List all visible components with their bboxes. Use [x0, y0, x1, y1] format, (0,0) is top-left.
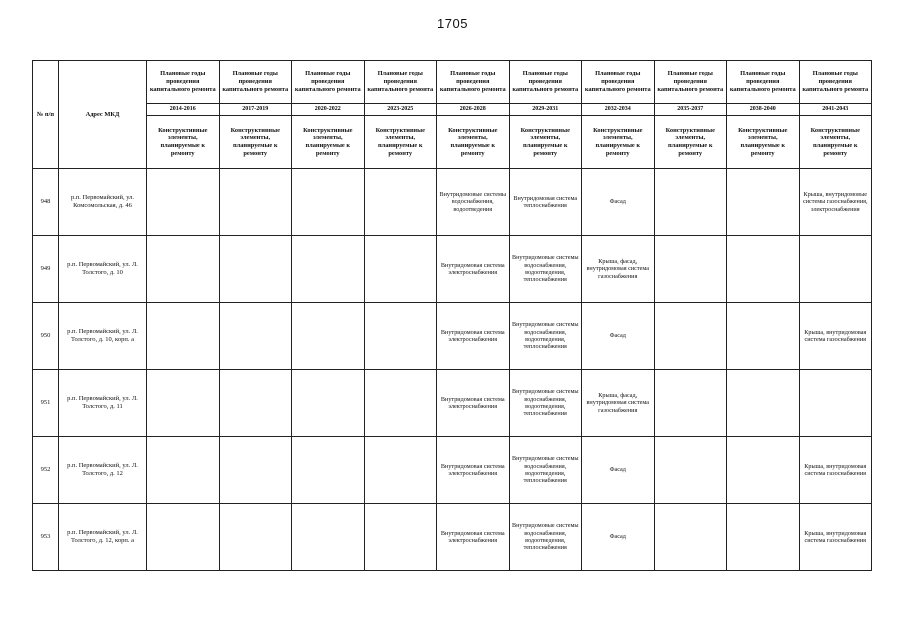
repair-elements-cell: Фасад — [582, 437, 655, 504]
repair-elements-cell: Внутридомовые системы водоснабжения, водоотведения, теплоснабжения — [509, 370, 582, 437]
row-number: 951 — [33, 370, 59, 437]
header-planned-years: Плановые годы проведения капитального ремонта — [292, 61, 365, 104]
repair-elements-cell — [654, 236, 727, 303]
header-planned-years: Плановые годы проведения капитального ремонта — [799, 61, 872, 104]
repair-elements-cell — [292, 303, 365, 370]
header-planned-years: Плановые годы проведения капитального ремонта — [727, 61, 800, 104]
repair-elements-cell: Крыша, фасад, внутридомовая система газоснабжения — [582, 236, 655, 303]
repair-elements-cell — [219, 303, 292, 370]
repair-elements-cell — [727, 504, 800, 571]
repair-elements-cell: Фасад — [582, 303, 655, 370]
header-planned-years: Плановые годы проведения капитального ремонта — [509, 61, 582, 104]
header-address: Адрес МКД — [59, 61, 147, 169]
repair-elements-cell: Внутридомовая система электроснабжения — [437, 437, 510, 504]
repair-elements-cell — [292, 236, 365, 303]
row-number: 948 — [33, 169, 59, 236]
table-row — [33, 303, 872, 370]
repair-elements-cell — [654, 370, 727, 437]
repair-elements-cell — [654, 437, 727, 504]
header-elements: Конструктивные элементы, планируемые к ремонту — [582, 116, 655, 169]
repair-elements-cell — [147, 370, 220, 437]
repair-elements-cell: Внутридомовые системы водоснабжения, водоотведения, теплоснабжения — [509, 236, 582, 303]
repair-elements-cell — [147, 169, 220, 236]
header-period: 2032-2034 — [582, 104, 655, 116]
table-row — [33, 437, 872, 504]
repair-elements-cell — [364, 236, 437, 303]
row-address: р.п. Первомайский, ул. Л. Толстого, д. 12 — [59, 437, 147, 504]
header-elements: Конструктивные элементы, планируемые к ремонту — [509, 116, 582, 169]
repair-elements-cell — [364, 169, 437, 236]
repair-elements-cell — [727, 169, 800, 236]
repair-elements-cell: Внутридомовые системы водоснабжения, водоотведения, теплоснабжения — [509, 437, 582, 504]
repair-elements-cell — [799, 370, 872, 437]
header-planned-years: Плановые годы проведения капитального ремонта — [147, 61, 220, 104]
header-elements: Конструктивные элементы, планируемые к ремонту — [364, 116, 437, 169]
row-number: 953 — [33, 504, 59, 571]
repair-elements-cell: Внутридомовая система теплоснабжения — [509, 169, 582, 236]
repair-plan-table — [32, 60, 872, 571]
header-planned-years: Плановые годы проведения капитального ремонта — [654, 61, 727, 104]
table-row — [33, 236, 872, 303]
repair-elements-cell: Крыша, внутридомовая система газоснабжения — [799, 504, 872, 571]
repair-elements-cell — [654, 303, 727, 370]
header-period: 2014-2016 — [147, 104, 220, 116]
header-period: 2041-2043 — [799, 104, 872, 116]
header-period: 2026-2028 — [437, 104, 510, 116]
header-number: № п/п — [33, 61, 59, 169]
header-planned-years: Плановые годы проведения капитального ремонта — [364, 61, 437, 104]
row-number: 950 — [33, 303, 59, 370]
repair-elements-cell — [292, 504, 365, 571]
repair-elements-cell — [147, 504, 220, 571]
table-header — [33, 61, 872, 169]
header-elements: Конструктивные элементы, планируемые к ремонту — [437, 116, 510, 169]
repair-elements-cell: Крыша, внутридомовая система газоснабжения — [799, 437, 872, 504]
repair-elements-cell: Крыша, фасад, внутридомовая система газоснабжения — [582, 370, 655, 437]
repair-elements-cell — [654, 504, 727, 571]
repair-elements-cell: Внутридомовые системы водоснабжения, водоотведения, теплоснабжения — [509, 303, 582, 370]
row-address: р.п. Первомайский, ул. Л. Толстого, д. 10 — [59, 236, 147, 303]
table-body — [33, 169, 872, 571]
repair-elements-cell — [292, 169, 365, 236]
table-row — [33, 504, 872, 571]
repair-elements-cell — [292, 370, 365, 437]
row-number: 952 — [33, 437, 59, 504]
repair-elements-cell: Фасад — [582, 504, 655, 571]
repair-elements-cell — [799, 236, 872, 303]
repair-elements-cell: Крыша, внутридомовая система газоснабжения — [799, 303, 872, 370]
repair-elements-cell: Внутридомовые системы водоснабжения, водоотведения, теплоснабжения — [509, 504, 582, 571]
repair-elements-cell — [219, 370, 292, 437]
header-period: 2038-2040 — [727, 104, 800, 116]
repair-elements-cell — [219, 437, 292, 504]
repair-elements-cell — [727, 370, 800, 437]
row-address: р.п. Первомайский, ул. Л. Толстого, д. 12, корп. а — [59, 504, 147, 571]
header-planned-years: Плановые годы проведения капитального ремонта — [582, 61, 655, 104]
repair-elements-cell: Внутридомовая система электроснабжения — [437, 370, 510, 437]
table-row — [33, 169, 872, 236]
header-period: 2020-2022 — [292, 104, 365, 116]
row-number: 949 — [33, 236, 59, 303]
header-elements: Конструктивные элементы, планируемые к ремонту — [727, 116, 800, 169]
repair-elements-cell — [364, 437, 437, 504]
repair-elements-cell — [727, 236, 800, 303]
repair-elements-cell — [364, 504, 437, 571]
repair-elements-cell — [219, 169, 292, 236]
repair-elements-cell: Внутридомовая система электроснабжения — [437, 303, 510, 370]
header-elements: Конструктивные элементы, планируемые к ремонту — [799, 116, 872, 169]
repair-elements-cell — [292, 437, 365, 504]
repair-elements-cell — [364, 303, 437, 370]
repair-elements-cell — [219, 504, 292, 571]
repair-elements-cell — [219, 236, 292, 303]
table-row — [33, 370, 872, 437]
repair-elements-cell — [727, 437, 800, 504]
header-elements: Конструктивные элементы, планируемые к ремонту — [147, 116, 220, 169]
repair-elements-cell — [147, 236, 220, 303]
repair-elements-cell — [147, 303, 220, 370]
header-elements: Конструктивные элементы, планируемые к ремонту — [292, 116, 365, 169]
repair-elements-cell: Внутридомовые системы водоснабжения, водоотведения — [437, 169, 510, 236]
repair-elements-cell — [654, 169, 727, 236]
header-elements: Конструктивные элементы, планируемые к ремонту — [219, 116, 292, 169]
header-period: 2035-2037 — [654, 104, 727, 116]
row-address: р.п. Первомайский, ул. Л. Толстого, д. 10, корп. а — [59, 303, 147, 370]
repair-elements-cell — [727, 303, 800, 370]
repair-elements-cell: Крыша, внутридомовые системы газоснабжения, электроснабжения — [799, 169, 872, 236]
header-planned-years: Плановые годы проведения капитального ремонта — [219, 61, 292, 104]
repair-elements-cell: Внутридомовая система электроснабжения — [437, 504, 510, 571]
header-planned-years: Плановые годы проведения капитального ремонта — [437, 61, 510, 104]
row-address: р.п. Первомайский, ул. Комсомольская, д. 46 — [59, 169, 147, 236]
page-number: 1705 — [437, 16, 468, 31]
repair-elements-cell — [364, 370, 437, 437]
header-period: 2029-2031 — [509, 104, 582, 116]
header-elements: Конструктивные элементы, планируемые к ремонту — [654, 116, 727, 169]
repair-elements-cell: Внутридомовая система электроснабжения — [437, 236, 510, 303]
header-period: 2023-2025 — [364, 104, 437, 116]
header-period: 2017-2019 — [219, 104, 292, 116]
repair-elements-cell: Фасад — [582, 169, 655, 236]
repair-elements-cell — [147, 437, 220, 504]
row-address: р.п. Первомайский, ул. Л. Толстого, д. 11 — [59, 370, 147, 437]
